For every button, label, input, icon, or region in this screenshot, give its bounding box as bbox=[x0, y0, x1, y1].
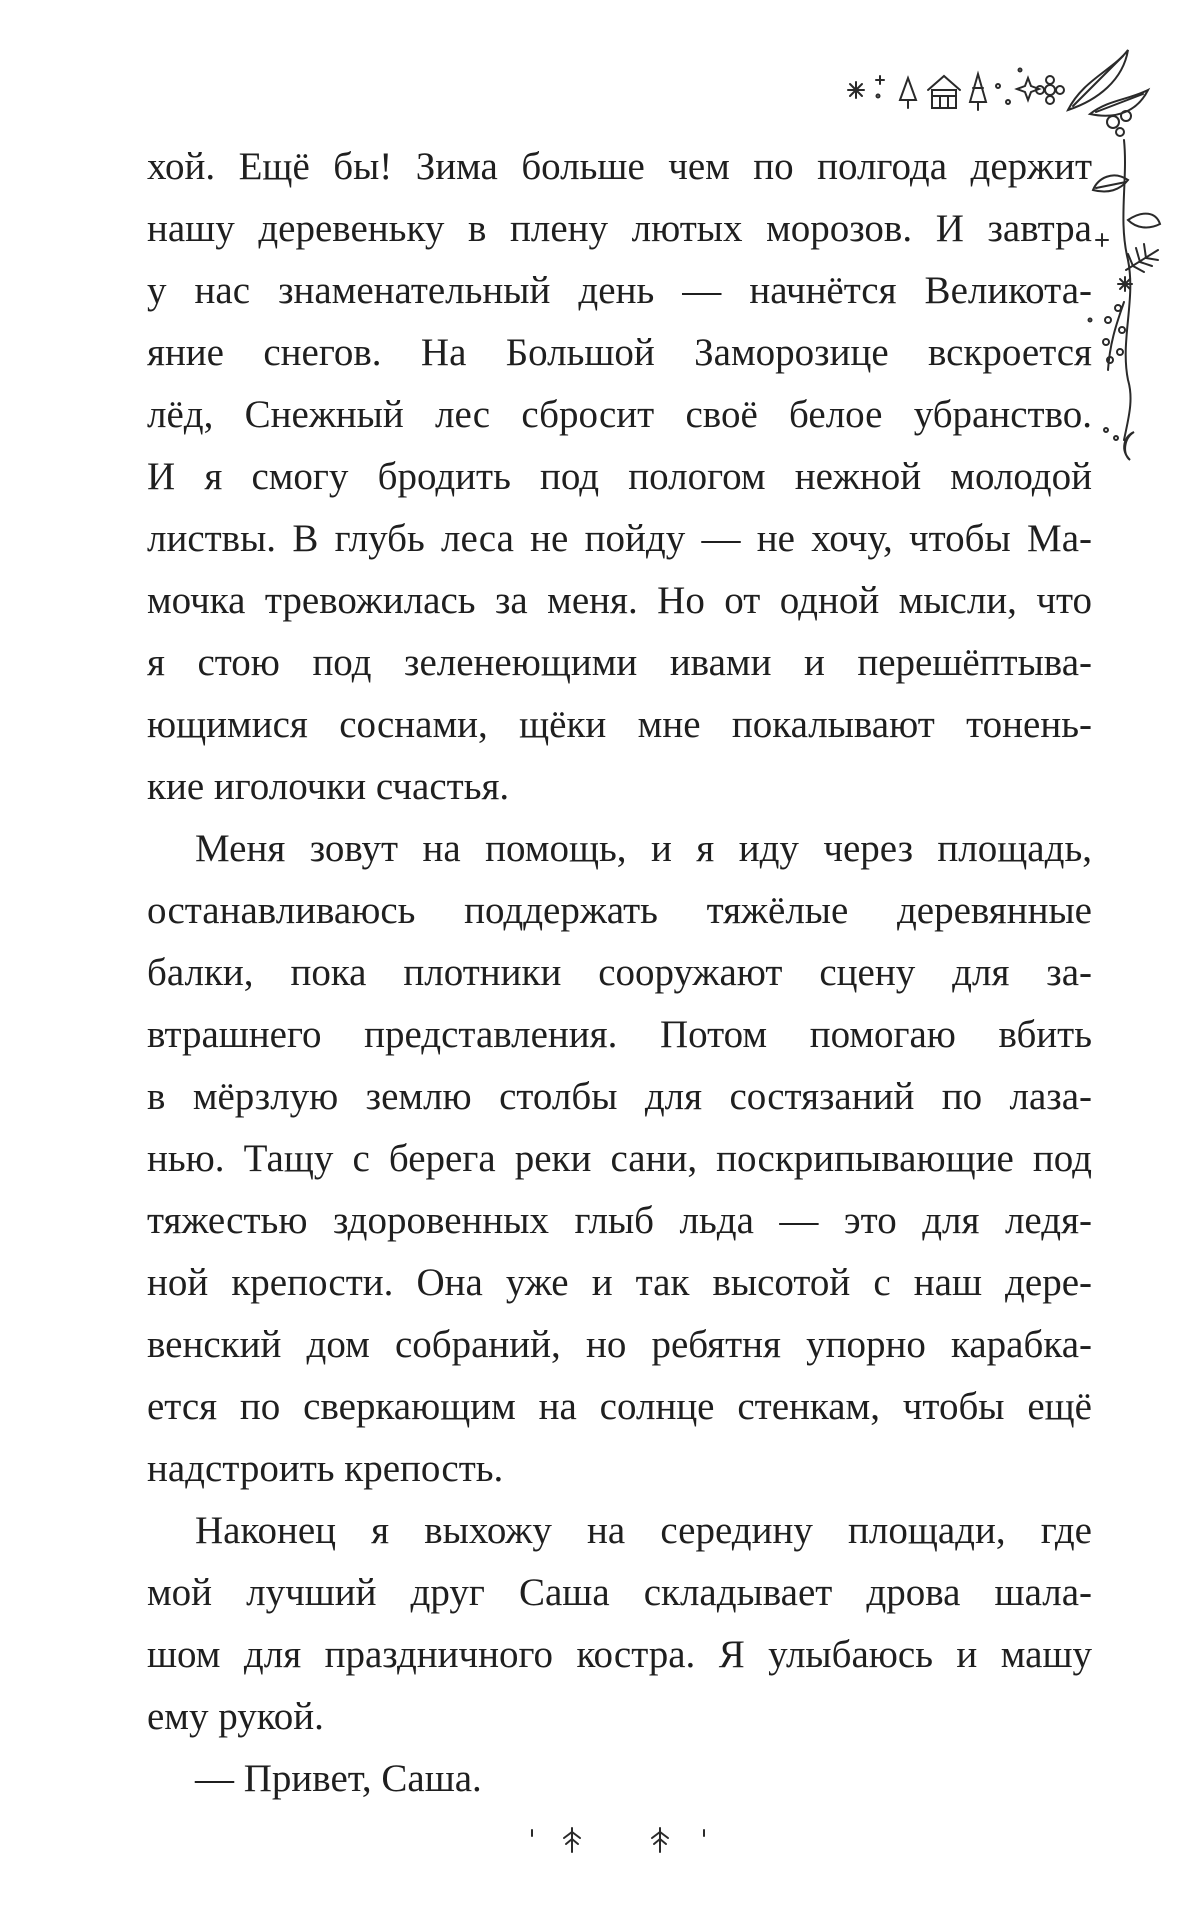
text-line: в мёрзлую землю столбы для состязаний по лаза- bbox=[147, 1075, 1092, 1118]
star-icon bbox=[1096, 234, 1108, 246]
star-icon bbox=[848, 82, 864, 98]
flower-icon bbox=[1036, 76, 1064, 104]
text-line: надстроить крепость. bbox=[147, 1447, 504, 1490]
text-line: балки, пока плотники сооружают сцену для за- bbox=[147, 951, 1092, 994]
text-line: останавливаюсь поддержать тяжёлые деревянные bbox=[147, 889, 1092, 932]
text-line: листвы. В глубь леса не пойду — не хочу, чтобы Ма- bbox=[147, 517, 1092, 560]
tree-sprigs-ornament-icon bbox=[520, 1822, 720, 1862]
text-line: яние снегов. На Большой Заморозице вскроется bbox=[147, 331, 1092, 374]
text-line: лёд, Снежный лес сбросит своё белое убранство. bbox=[147, 393, 1092, 436]
text-line: Наконец я выхожу на середину площади, где bbox=[195, 1509, 1092, 1552]
paragraph bbox=[147, 136, 1092, 818]
tree-sprig-icon bbox=[564, 1828, 580, 1852]
paragraph bbox=[147, 1500, 1092, 1748]
text-line: ему рукой. bbox=[147, 1695, 324, 1738]
body-text bbox=[147, 136, 1092, 1810]
text-line: нью. Тащу с берега реки сани, поскрипывающие под bbox=[147, 1137, 1092, 1180]
paragraph bbox=[147, 1748, 1092, 1810]
text-line: ется по сверкающим на солнце стенкам, чтобы ещё bbox=[147, 1385, 1092, 1428]
sparkle-icon bbox=[876, 76, 884, 98]
text-line: я стою под зеленеющими ивами и перешёптыва- bbox=[147, 641, 1092, 684]
fern-icon bbox=[1126, 244, 1158, 272]
berry-sprig-icon bbox=[1103, 302, 1125, 370]
cabin-icon bbox=[928, 76, 960, 108]
fir-tree-icon bbox=[970, 74, 986, 110]
text-line: И я смогу бродить под пологом нежной молодой bbox=[147, 455, 1092, 498]
text-line: шом для праздничного костра. Я улыбаюсь и машу bbox=[147, 1633, 1092, 1676]
tree-sprig-icon bbox=[652, 1828, 668, 1852]
text-line: мой лучший друг Саша складывает дрова шала- bbox=[147, 1571, 1092, 1614]
text-line: ющимися соснами, щёки мне покалывают тонень- bbox=[147, 703, 1092, 746]
text-line: — Привет, Саша. bbox=[195, 1757, 482, 1800]
text-line: венский дом собраний, но ребятня упорно карабка- bbox=[147, 1323, 1092, 1366]
text-line: втрашнего представления. Потом помогаю вбить bbox=[147, 1013, 1092, 1056]
text-line: Меня зовут на помощь, и я иду через площадь, bbox=[195, 827, 1092, 870]
text-line: ной крепости. Она уже и так высотой с наш дере- bbox=[147, 1261, 1092, 1304]
fir-tree-icon bbox=[900, 78, 916, 108]
holly-leaf-icon bbox=[1068, 50, 1148, 116]
text-line: мочка тревожилась за меня. Но от одной мысли, что bbox=[147, 579, 1092, 622]
paragraph bbox=[147, 818, 1092, 1500]
text-line: кие иголочки счастья. bbox=[147, 765, 510, 808]
text-line: у нас знаменательный день — начнётся Великота- bbox=[147, 269, 1092, 312]
text-line: тяжестью здоровенных глыб льда — это для ледя- bbox=[147, 1199, 1092, 1242]
star-icon bbox=[1118, 277, 1132, 291]
text-line: нашу деревеньку в плену лютых морозов. И завтра bbox=[147, 207, 1092, 250]
text-line: хой. Ещё бы! Зима больше чем по полгода держит bbox=[147, 145, 1092, 188]
